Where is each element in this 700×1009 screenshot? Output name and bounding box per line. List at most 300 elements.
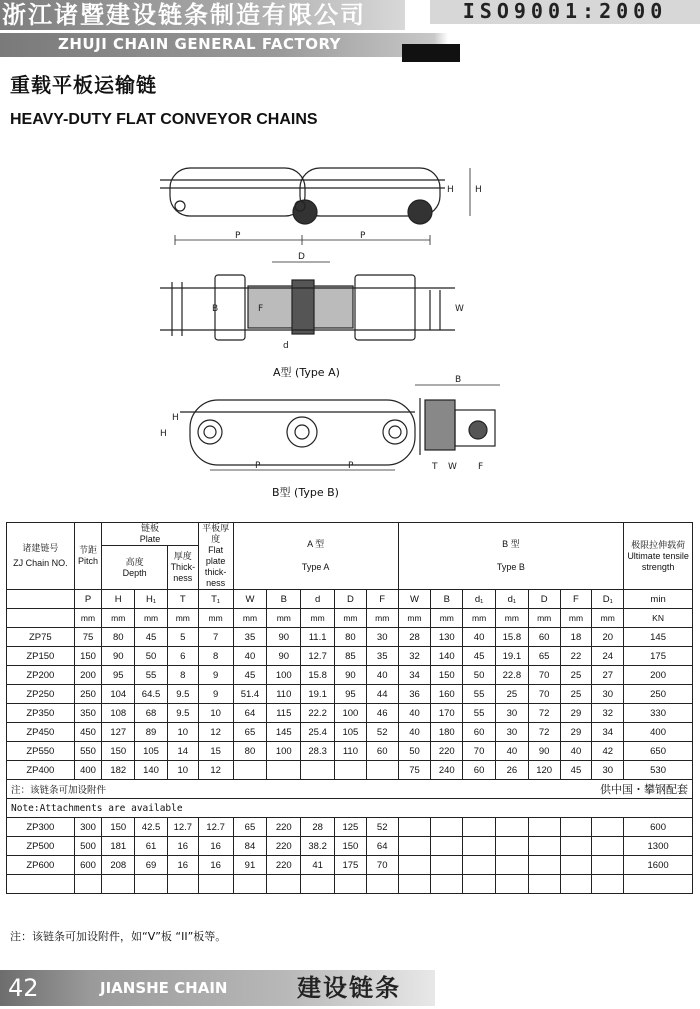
table-cell: 12.7 bbox=[301, 647, 335, 666]
table-cell: 105 bbox=[135, 742, 168, 761]
table-cell bbox=[398, 818, 431, 837]
table-cell: ZP75 bbox=[7, 628, 75, 647]
table-cell: 175 bbox=[624, 647, 693, 666]
table-cell: ZP500 bbox=[7, 837, 75, 856]
table-cell: 90 bbox=[335, 666, 367, 685]
note-en: Note:Attachments are available bbox=[7, 799, 693, 818]
header-bar bbox=[0, 0, 700, 30]
table-cell: d bbox=[301, 590, 335, 609]
svg-text:H: H bbox=[160, 429, 167, 439]
table-cell: 350 bbox=[74, 704, 102, 723]
table-cell: 14 bbox=[167, 742, 198, 761]
table-cell: B bbox=[267, 590, 301, 609]
table-cell: 90 bbox=[267, 647, 301, 666]
table-cell: 110 bbox=[267, 685, 301, 704]
table-cell: ZP200 bbox=[7, 666, 75, 685]
table-cell: mm bbox=[135, 609, 168, 628]
table-cell: 650 bbox=[624, 742, 693, 761]
table-row bbox=[7, 685, 693, 704]
table-cell: 104 bbox=[102, 685, 135, 704]
table-cell bbox=[463, 875, 496, 894]
table-cell bbox=[592, 856, 624, 875]
svg-text:P: P bbox=[255, 461, 261, 471]
table-cell: B bbox=[431, 590, 463, 609]
svg-text:W: W bbox=[455, 304, 464, 314]
type-a-top-view bbox=[160, 252, 464, 351]
table-cell: 80 bbox=[335, 628, 367, 647]
table-cell: 40 bbox=[233, 647, 267, 666]
table-cell: 16 bbox=[167, 856, 198, 875]
table-cell: 28 bbox=[398, 628, 431, 647]
table-cell bbox=[198, 875, 233, 894]
table-cell: ZP450 bbox=[7, 723, 75, 742]
table-cell: 35 bbox=[366, 647, 398, 666]
svg-text:W: W bbox=[448, 462, 457, 472]
col-type-a-header: A 型 Type A bbox=[233, 523, 398, 590]
table-cell bbox=[528, 837, 560, 856]
table-cell: 130 bbox=[431, 628, 463, 647]
table-cell: 240 bbox=[431, 761, 463, 780]
header-row-1 bbox=[7, 523, 693, 546]
table-cell: F bbox=[560, 590, 592, 609]
table-cell bbox=[528, 818, 560, 837]
table-cell: 115 bbox=[267, 704, 301, 723]
table-cell: mm bbox=[198, 609, 233, 628]
table-cell bbox=[528, 856, 560, 875]
table-cell: 150 bbox=[335, 837, 367, 856]
table-cell: 44 bbox=[366, 685, 398, 704]
symbol-row bbox=[7, 590, 693, 609]
svg-text:F: F bbox=[478, 462, 484, 472]
table-cell: 42.5 bbox=[135, 818, 168, 837]
col-type-b-header: B 型 Type B bbox=[398, 523, 624, 590]
table-cell: ZP150 bbox=[7, 647, 75, 666]
title-en: HEAVY-DUTY FLAT CONVEYOR CHAINS bbox=[10, 111, 318, 128]
table-cell: 6 bbox=[167, 647, 198, 666]
table-cell: 90 bbox=[528, 742, 560, 761]
table-cell: d₁ bbox=[463, 590, 496, 609]
col-depth-header: 高度 Depth bbox=[102, 546, 168, 590]
table-cell: 175 bbox=[335, 856, 367, 875]
table-cell: 25 bbox=[560, 666, 592, 685]
table-cell: 140 bbox=[431, 647, 463, 666]
table-cell: 30 bbox=[366, 628, 398, 647]
table-cell: 51.4 bbox=[233, 685, 267, 704]
table-cell: 170 bbox=[431, 704, 463, 723]
table-cell: 27 bbox=[592, 666, 624, 685]
table-cell bbox=[528, 875, 560, 894]
table-cell: 32 bbox=[592, 704, 624, 723]
table-cell bbox=[74, 875, 102, 894]
table-cell: 150 bbox=[431, 666, 463, 685]
table-cell: 200 bbox=[624, 666, 693, 685]
col-plate-header: 链板 Plate bbox=[102, 523, 198, 546]
table-cell: 84 bbox=[233, 837, 267, 856]
table-cell: 30 bbox=[495, 723, 528, 742]
table-cell bbox=[167, 875, 198, 894]
table-cell: 41 bbox=[301, 856, 335, 875]
table-cell: 16 bbox=[167, 837, 198, 856]
table-cell: mm bbox=[335, 609, 367, 628]
table-row bbox=[7, 837, 693, 856]
table-cell: 90 bbox=[267, 628, 301, 647]
table-cell: 95 bbox=[335, 685, 367, 704]
table-cell: 64 bbox=[366, 837, 398, 856]
table-cell: min bbox=[624, 590, 693, 609]
svg-text:F: F bbox=[258, 304, 264, 314]
table-cell: 50 bbox=[398, 742, 431, 761]
table-cell: ZP600 bbox=[7, 856, 75, 875]
table-cell: 35 bbox=[233, 628, 267, 647]
table-cell: 40 bbox=[366, 666, 398, 685]
table-cell: 530 bbox=[624, 761, 693, 780]
table-cell: 25.4 bbox=[301, 723, 335, 742]
table-cell bbox=[592, 875, 624, 894]
table-cell: 181 bbox=[102, 837, 135, 856]
table-cell: 9 bbox=[198, 685, 233, 704]
table-cell: 8 bbox=[167, 666, 198, 685]
col-flat-header: 平板厚度 Flat plate thick-ness bbox=[198, 523, 233, 590]
table-cell: 250 bbox=[74, 685, 102, 704]
note-cn: 注：该链条可加设附件 bbox=[7, 780, 463, 799]
table-cell: 52 bbox=[366, 818, 398, 837]
table-row bbox=[7, 742, 693, 761]
table-cell: 65 bbox=[233, 818, 267, 837]
table-cell: 34 bbox=[398, 666, 431, 685]
table-cell: 5 bbox=[167, 628, 198, 647]
svg-text:H: H bbox=[475, 185, 482, 195]
table-cell: 80 bbox=[233, 742, 267, 761]
table-cell bbox=[495, 856, 528, 875]
col-thick-header: 厚度 Thick-ness bbox=[167, 546, 198, 590]
table-cell: 25 bbox=[560, 685, 592, 704]
table-cell: 69 bbox=[135, 856, 168, 875]
table-cell bbox=[7, 875, 75, 894]
table-cell bbox=[592, 837, 624, 856]
table-cell: 108 bbox=[102, 704, 135, 723]
table-cell bbox=[366, 875, 398, 894]
table-cell: 29 bbox=[560, 704, 592, 723]
table-cell: 19.1 bbox=[301, 685, 335, 704]
table-cell bbox=[560, 856, 592, 875]
table-cell: 145 bbox=[267, 723, 301, 742]
svg-text:P: P bbox=[235, 231, 241, 241]
caption-type-a: A型 (Type A) bbox=[273, 366, 340, 379]
table-cell: 68 bbox=[135, 704, 168, 723]
table-row bbox=[7, 761, 693, 780]
table-cell: 61 bbox=[135, 837, 168, 856]
table-cell: 60 bbox=[528, 628, 560, 647]
table-cell: 100 bbox=[267, 742, 301, 761]
table-row bbox=[7, 666, 693, 685]
table-cell: 65 bbox=[233, 723, 267, 742]
type-b-side-view bbox=[160, 400, 415, 471]
table-cell: 40 bbox=[560, 742, 592, 761]
col-strength-header: 极限拉伸载荷 Ultimate tensile strength bbox=[624, 523, 693, 590]
table-cell: mm bbox=[74, 609, 102, 628]
table-cell bbox=[398, 875, 431, 894]
svg-text:H: H bbox=[447, 185, 454, 195]
table-cell: 38.2 bbox=[301, 837, 335, 856]
table-cell: d₁ bbox=[495, 590, 528, 609]
footer-brand-cn: 建设链条 bbox=[285, 970, 435, 1006]
table-cell: 60 bbox=[463, 723, 496, 742]
table-cell: 12.7 bbox=[167, 818, 198, 837]
table-cell: 220 bbox=[267, 837, 301, 856]
table-cell: 85 bbox=[335, 647, 367, 666]
table-cell: 64.5 bbox=[135, 685, 168, 704]
table-cell: mm bbox=[592, 609, 624, 628]
table-cell: 450 bbox=[74, 723, 102, 742]
table-cell: ZP250 bbox=[7, 685, 75, 704]
svg-text:H: H bbox=[172, 413, 179, 423]
table-cell bbox=[398, 837, 431, 856]
table-cell bbox=[233, 875, 267, 894]
table-cell bbox=[592, 818, 624, 837]
table-cell: 220 bbox=[267, 818, 301, 837]
table-cell: 70 bbox=[366, 856, 398, 875]
table-cell: 90 bbox=[102, 647, 135, 666]
table-cell: mm bbox=[463, 609, 496, 628]
table-cell: D bbox=[528, 590, 560, 609]
table-cell: 15.8 bbox=[495, 628, 528, 647]
table-cell bbox=[431, 875, 463, 894]
table-cell: 9.5 bbox=[167, 685, 198, 704]
table-cell: 220 bbox=[431, 742, 463, 761]
table-cell: mm bbox=[528, 609, 560, 628]
table-cell: 60 bbox=[463, 761, 496, 780]
spec-table bbox=[6, 522, 693, 894]
table-cell: 110 bbox=[335, 742, 367, 761]
table-row bbox=[7, 875, 693, 894]
table-cell: 12 bbox=[198, 723, 233, 742]
table-cell: mm bbox=[167, 609, 198, 628]
table-cell bbox=[7, 590, 75, 609]
footnote: 注：该链条可加设附件，如“V”板 “II”板等。 bbox=[10, 930, 227, 943]
table-cell: mm bbox=[102, 609, 135, 628]
table-cell: 42 bbox=[592, 742, 624, 761]
table-cell: 208 bbox=[102, 856, 135, 875]
caption-type-b: B型 (Type B) bbox=[272, 486, 339, 499]
table-cell: 30 bbox=[495, 704, 528, 723]
table-cell: 12.7 bbox=[198, 818, 233, 837]
svg-text:P: P bbox=[348, 461, 354, 471]
table-cell: 80 bbox=[102, 628, 135, 647]
table-cell: 75 bbox=[398, 761, 431, 780]
table-cell: 600 bbox=[624, 818, 693, 837]
table-cell: 150 bbox=[102, 818, 135, 837]
table-cell: 50 bbox=[135, 647, 168, 666]
table-cell: 10 bbox=[167, 723, 198, 742]
table-cell: 145 bbox=[624, 628, 693, 647]
table-cell: 9.5 bbox=[167, 704, 198, 723]
svg-text:B: B bbox=[455, 375, 462, 385]
table-cell: 180 bbox=[431, 723, 463, 742]
note-row bbox=[7, 799, 693, 818]
table-cell: 400 bbox=[624, 723, 693, 742]
table-cell: 150 bbox=[74, 647, 102, 666]
table-row bbox=[7, 628, 693, 647]
table-cell: H bbox=[102, 590, 135, 609]
table-cell: ZP550 bbox=[7, 742, 75, 761]
table-cell: 127 bbox=[102, 723, 135, 742]
company-name: 浙江诸暨建设链条制造有限公司 bbox=[0, 0, 405, 30]
footer bbox=[0, 970, 700, 1006]
table-cell bbox=[335, 875, 367, 894]
table-cell: 45 bbox=[463, 647, 496, 666]
table-cell: W bbox=[398, 590, 431, 609]
table-cell: 18 bbox=[560, 628, 592, 647]
page-number: 42 bbox=[0, 970, 90, 1006]
table-cell bbox=[560, 875, 592, 894]
table-cell: 20 bbox=[592, 628, 624, 647]
table-cell: 12 bbox=[198, 761, 233, 780]
table-cell: 30 bbox=[592, 761, 624, 780]
table-cell: mm bbox=[267, 609, 301, 628]
table-cell: mm bbox=[233, 609, 267, 628]
table-cell: 75 bbox=[74, 628, 102, 647]
table-cell: F bbox=[366, 590, 398, 609]
table-cell: 45 bbox=[135, 628, 168, 647]
table-cell bbox=[7, 609, 75, 628]
table-cell: D bbox=[335, 590, 367, 609]
table-row bbox=[7, 818, 693, 837]
table-cell bbox=[560, 818, 592, 837]
table-cell: 120 bbox=[528, 761, 560, 780]
table-cell: 10 bbox=[167, 761, 198, 780]
title-cn: 重载平板运输链 bbox=[10, 73, 157, 97]
table-cell: mm bbox=[398, 609, 431, 628]
table-cell: 9 bbox=[198, 666, 233, 685]
table-cell: 16 bbox=[198, 856, 233, 875]
table-cell: 26 bbox=[495, 761, 528, 780]
table-cell: mm bbox=[431, 609, 463, 628]
table-cell: 140 bbox=[135, 761, 168, 780]
table-row bbox=[7, 856, 693, 875]
table-cell: 22.2 bbox=[301, 704, 335, 723]
table-cell bbox=[267, 761, 301, 780]
table-cell: 10 bbox=[198, 704, 233, 723]
factory-name: ZHUJI CHAIN GENERAL FACTORY bbox=[58, 35, 342, 53]
table-cell bbox=[267, 875, 301, 894]
table-cell: 200 bbox=[74, 666, 102, 685]
table-cell: 8 bbox=[198, 647, 233, 666]
svg-text:B: B bbox=[212, 304, 219, 314]
table-cell: 1600 bbox=[624, 856, 693, 875]
table-cell: 72 bbox=[528, 704, 560, 723]
supply-note: 供中国・攀钢配套 bbox=[463, 780, 693, 799]
table-cell: H₁ bbox=[135, 590, 168, 609]
table-cell: 550 bbox=[74, 742, 102, 761]
table-cell: 46 bbox=[366, 704, 398, 723]
table-cell: 24 bbox=[592, 647, 624, 666]
table-cell: 55 bbox=[135, 666, 168, 685]
svg-text:d: d bbox=[283, 341, 289, 351]
table-cell: 64 bbox=[233, 704, 267, 723]
type-b-end-view bbox=[415, 375, 500, 472]
table-cell: 160 bbox=[431, 685, 463, 704]
table-cell: 40 bbox=[398, 704, 431, 723]
table-row bbox=[7, 647, 693, 666]
table-cell: 250 bbox=[624, 685, 693, 704]
table-cell: P bbox=[74, 590, 102, 609]
table-cell bbox=[431, 837, 463, 856]
table-cell bbox=[301, 875, 335, 894]
table-cell: 32 bbox=[398, 647, 431, 666]
table-cell bbox=[495, 837, 528, 856]
table-cell: ZP300 bbox=[7, 818, 75, 837]
table-cell: T bbox=[167, 590, 198, 609]
table-cell: 55 bbox=[463, 685, 496, 704]
table-cell bbox=[233, 761, 267, 780]
table-cell: 34 bbox=[592, 723, 624, 742]
table-cell: 30 bbox=[592, 685, 624, 704]
table-cell: KN bbox=[624, 609, 693, 628]
table-cell bbox=[135, 875, 168, 894]
table-cell: 220 bbox=[267, 856, 301, 875]
table-cell bbox=[431, 856, 463, 875]
table-cell bbox=[366, 761, 398, 780]
table-cell bbox=[301, 761, 335, 780]
table-cell: 150 bbox=[102, 742, 135, 761]
table-cell: 70 bbox=[528, 685, 560, 704]
table-cell: 400 bbox=[74, 761, 102, 780]
table-cell: 22.8 bbox=[495, 666, 528, 685]
table-cell bbox=[102, 875, 135, 894]
table-cell: ZP350 bbox=[7, 704, 75, 723]
table-cell: 55 bbox=[463, 704, 496, 723]
table-cell: 15 bbox=[198, 742, 233, 761]
type-a-side-view bbox=[160, 168, 482, 245]
table-cell: 70 bbox=[463, 742, 496, 761]
table-cell: 95 bbox=[102, 666, 135, 685]
table-cell: 15.8 bbox=[301, 666, 335, 685]
table-cell: 65 bbox=[528, 647, 560, 666]
table-cell: 89 bbox=[135, 723, 168, 742]
table-cell: 182 bbox=[102, 761, 135, 780]
table-cell: 28.3 bbox=[301, 742, 335, 761]
table-cell bbox=[463, 837, 496, 856]
table-cell: 40 bbox=[463, 628, 496, 647]
table-cell: 16 bbox=[198, 837, 233, 856]
table-cell: D₁ bbox=[592, 590, 624, 609]
table-cell: mm bbox=[366, 609, 398, 628]
table-cell: 36 bbox=[398, 685, 431, 704]
chain-drawings bbox=[0, 150, 700, 510]
table-cell: mm bbox=[301, 609, 335, 628]
table-cell: ZP400 bbox=[7, 761, 75, 780]
table-cell: 7 bbox=[198, 628, 233, 647]
table-cell: W bbox=[233, 590, 267, 609]
table-cell bbox=[560, 837, 592, 856]
table-cell: 500 bbox=[74, 837, 102, 856]
svg-text:D: D bbox=[298, 252, 305, 262]
table-cell: 50 bbox=[463, 666, 496, 685]
col-pitch-header: 节距 Pitch bbox=[74, 523, 102, 590]
table-cell: 300 bbox=[74, 818, 102, 837]
iso-cert: ISO9001:2000 bbox=[430, 0, 700, 24]
table-cell: 28 bbox=[301, 818, 335, 837]
table-cell bbox=[398, 856, 431, 875]
table-cell: 19.1 bbox=[495, 647, 528, 666]
table-row bbox=[7, 704, 693, 723]
table-cell: 40 bbox=[398, 723, 431, 742]
table-cell: mm bbox=[560, 609, 592, 628]
table-cell: 91 bbox=[233, 856, 267, 875]
table-cell: 100 bbox=[267, 666, 301, 685]
table-cell bbox=[495, 818, 528, 837]
footer-brand: JIANSHE CHAIN bbox=[90, 970, 285, 1006]
